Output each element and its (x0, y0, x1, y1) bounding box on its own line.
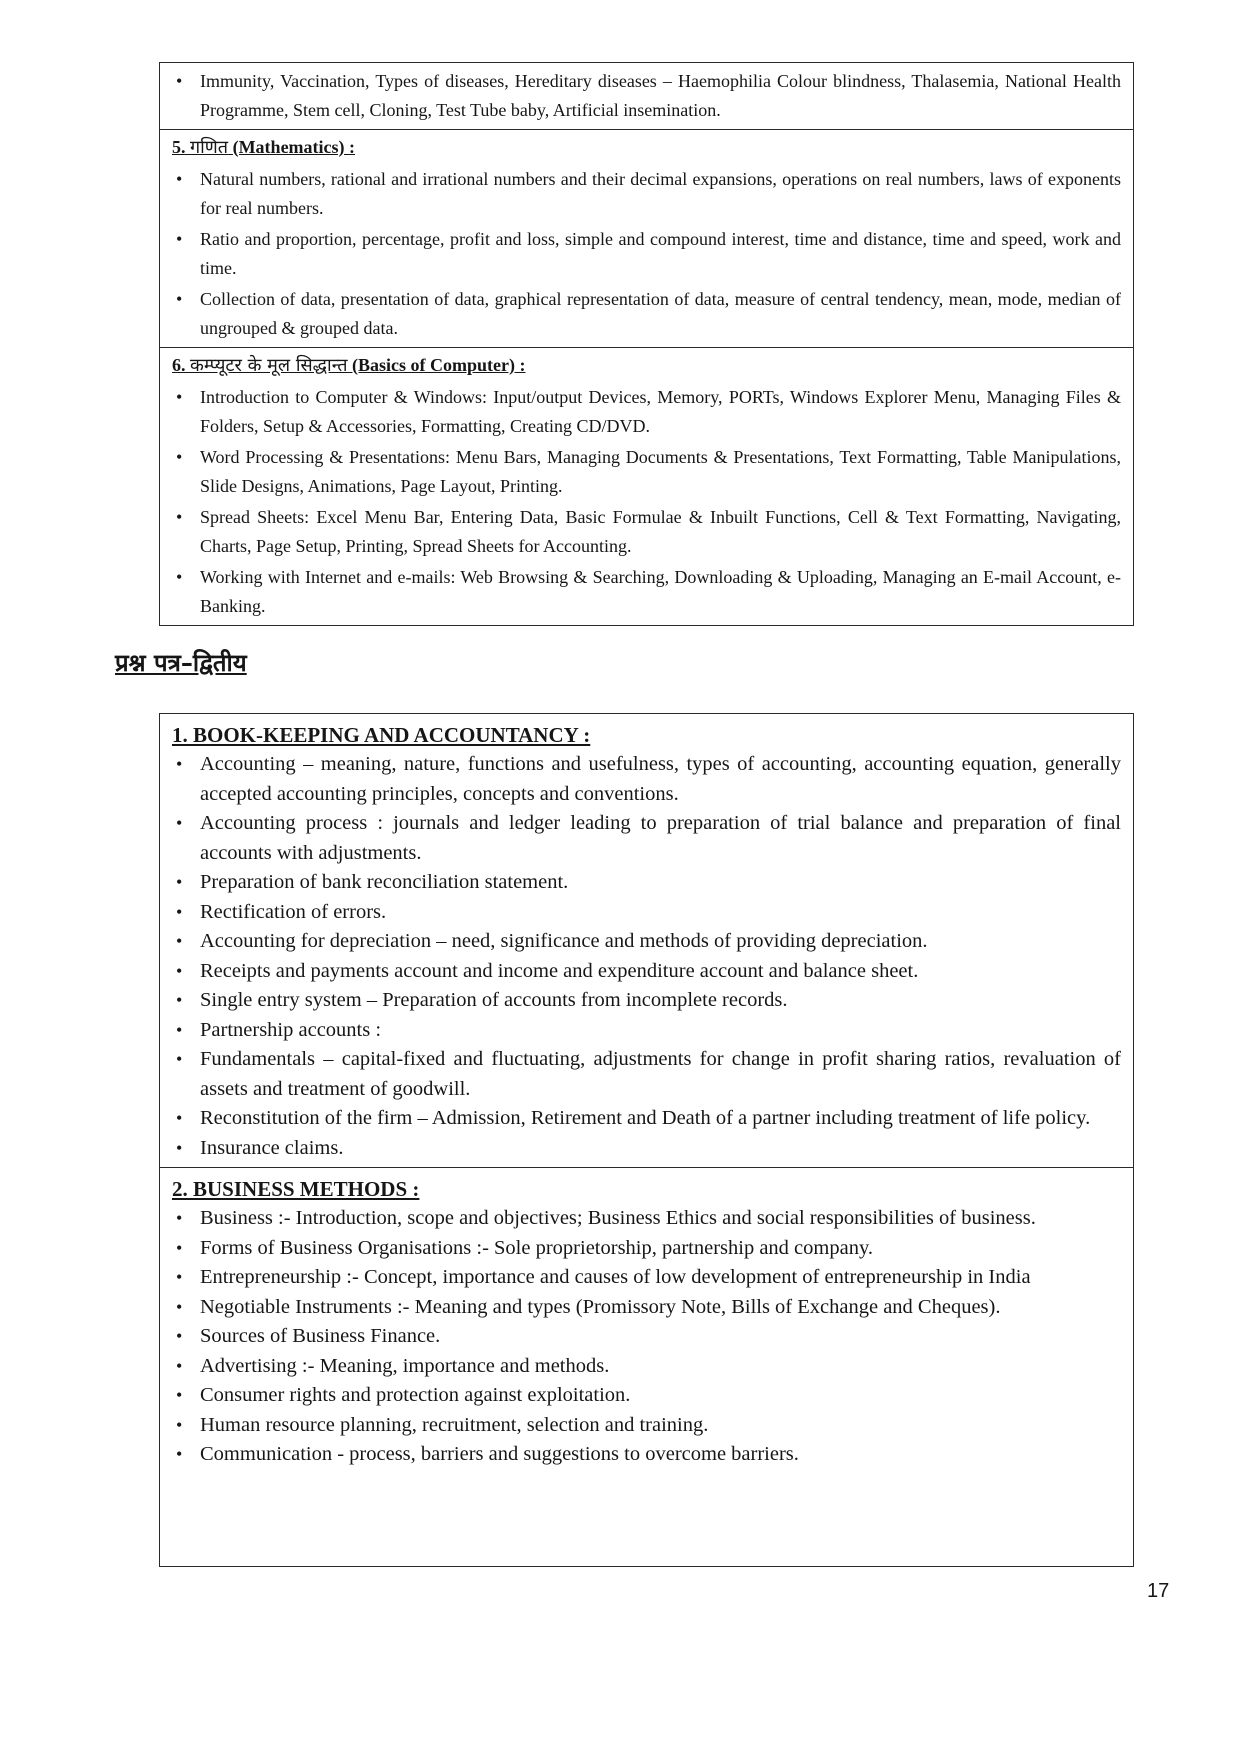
paper-heading: प्रश्न पत्र–द्वितीय (115, 649, 247, 677)
list-item: • Business :- Introduction, scope and objectives; Business Ethics and social responsibilities of business. (172, 1204, 1121, 1234)
heading-hindi: कम्प्यूटर के मूल सिद्धान्त (190, 355, 348, 376)
list-item: • Preparation of bank reconciliation statement. (172, 868, 1121, 898)
syllabus-box-paper-1 (159, 62, 1134, 626)
list-item: • Working with Internet and e-mails: Web Browsing & Searching, Downloading & Uploading, Managing an E-mail Account, e-Banking. (172, 563, 1121, 621)
list-item: • Negotiable Instruments :- Meaning and types (Promissory Note, Bills of Exchange and Cheques). (172, 1293, 1121, 1323)
topic-list (172, 383, 1121, 621)
section-heading (172, 352, 1121, 379)
list-item: • Accounting for depreciation – need, significance and methods of providing depreciation. (172, 927, 1121, 957)
section-biology-continued (160, 63, 1133, 129)
list-item: • Fundamentals – capital-fixed and fluctuating, adjustments for change in profit sharing ratios, revaluation of assets and treatment of goodwill. (172, 1045, 1121, 1104)
list-item: • Consumer rights and protection against exploitation. (172, 1381, 1121, 1411)
list-item: • Human resource planning, recruitment, selection and training. (172, 1411, 1121, 1441)
list-item: • Collection of data, presentation of data, graphical representation of data, measure of central tendency, mean, mode, median of ungrouped & grouped data. (172, 285, 1121, 343)
topic-list (172, 1204, 1121, 1470)
list-item: • Spread Sheets: Excel Menu Bar, Entering Data, Basic Formulae & Inbuilt Functions, Cell & Text Formatting, Navigating, Charts, Page Setup, Printing, Spread Sheets for Accounting. (172, 503, 1121, 561)
list-item: • Single entry system – Preparation of accounts from incomplete records. (172, 986, 1121, 1016)
list-item: • Ratio and proportion, percentage, profit and loss, simple and compound interest, time and distance, time and speed, work and time. (172, 225, 1121, 283)
section-basics-of-computer (160, 347, 1133, 625)
list-item: • Communication - process, barriers and suggestions to overcome barriers. (172, 1440, 1121, 1470)
heading-english: (Basics of Computer) : (352, 355, 526, 375)
heading-hindi: गणित (190, 137, 229, 158)
list-item: • Word Processing & Presentations: Menu Bars, Managing Documents & Presentations, Text Formatting, Table Manipulations, Slide Designs, Animations, Page Layout, Printing. (172, 443, 1121, 501)
section-heading (172, 134, 1121, 161)
list-item: • Receipts and payments account and income and expenditure account and balance sheet. (172, 957, 1121, 987)
list-item: • Accounting – meaning, nature, functions and usefulness, types of accounting, accounting equation, generally accepted accounting principles, concepts and conventions. (172, 750, 1121, 809)
topic-list (172, 67, 1121, 125)
list-item: • Sources of Business Finance. (172, 1322, 1121, 1352)
heading-number: 6. (172, 355, 186, 375)
list-item: • Introduction to Computer & Windows: Input/output Devices, Memory, PORTs, Windows Explorer Menu, Managing Files & Folders, Setup & Accessories, Formatting, Creating CD/DVD. (172, 383, 1121, 441)
list-item: • Forms of Business Organisations :- Sole proprietorship, partnership and company. (172, 1234, 1121, 1264)
list-item: • Entrepreneurship :- Concept, importance and causes of low development of entrepreneurship in India (172, 1263, 1121, 1293)
page-number: 17 (1147, 1580, 1170, 1602)
list-item: • Natural numbers, rational and irrational numbers and their decimal expansions, operations on real numbers, laws of exponents for real numbers. (172, 165, 1121, 223)
list-item: • Rectification of errors. (172, 898, 1121, 928)
topic-list (172, 165, 1121, 343)
syllabus-box-paper-2 (159, 713, 1134, 1567)
section-book-keeping (160, 714, 1133, 1167)
section-heading: 1. BOOK-KEEPING AND ACCOUNTANCY : (172, 723, 591, 747)
heading-english: (Mathematics) : (232, 137, 356, 157)
list-item: • Accounting process : journals and ledger leading to preparation of trial balance and preparation of final accounts with adjustments. (172, 809, 1121, 868)
list-item: • Partnership accounts : (172, 1016, 1121, 1046)
list-item: • Reconstitution of the firm – Admission, Retirement and Death of a partner including treatment of life policy. (172, 1104, 1121, 1134)
list-item: • Insurance claims. (172, 1134, 1121, 1164)
section-heading: 2. BUSINESS METHODS : (172, 1177, 420, 1201)
section-mathematics (160, 129, 1133, 347)
section-business-methods (160, 1167, 1133, 1474)
list-item: • Advertising :- Meaning, importance and methods. (172, 1352, 1121, 1382)
heading-number: 5. (172, 137, 186, 157)
topic-list (172, 750, 1121, 1163)
list-item: • Immunity, Vaccination, Types of diseases, Hereditary diseases – Haemophilia Colour blindness, Thalasemia, National Health Programme, Stem cell, Cloning, Test Tube baby, Artificial insemination. (172, 67, 1121, 125)
